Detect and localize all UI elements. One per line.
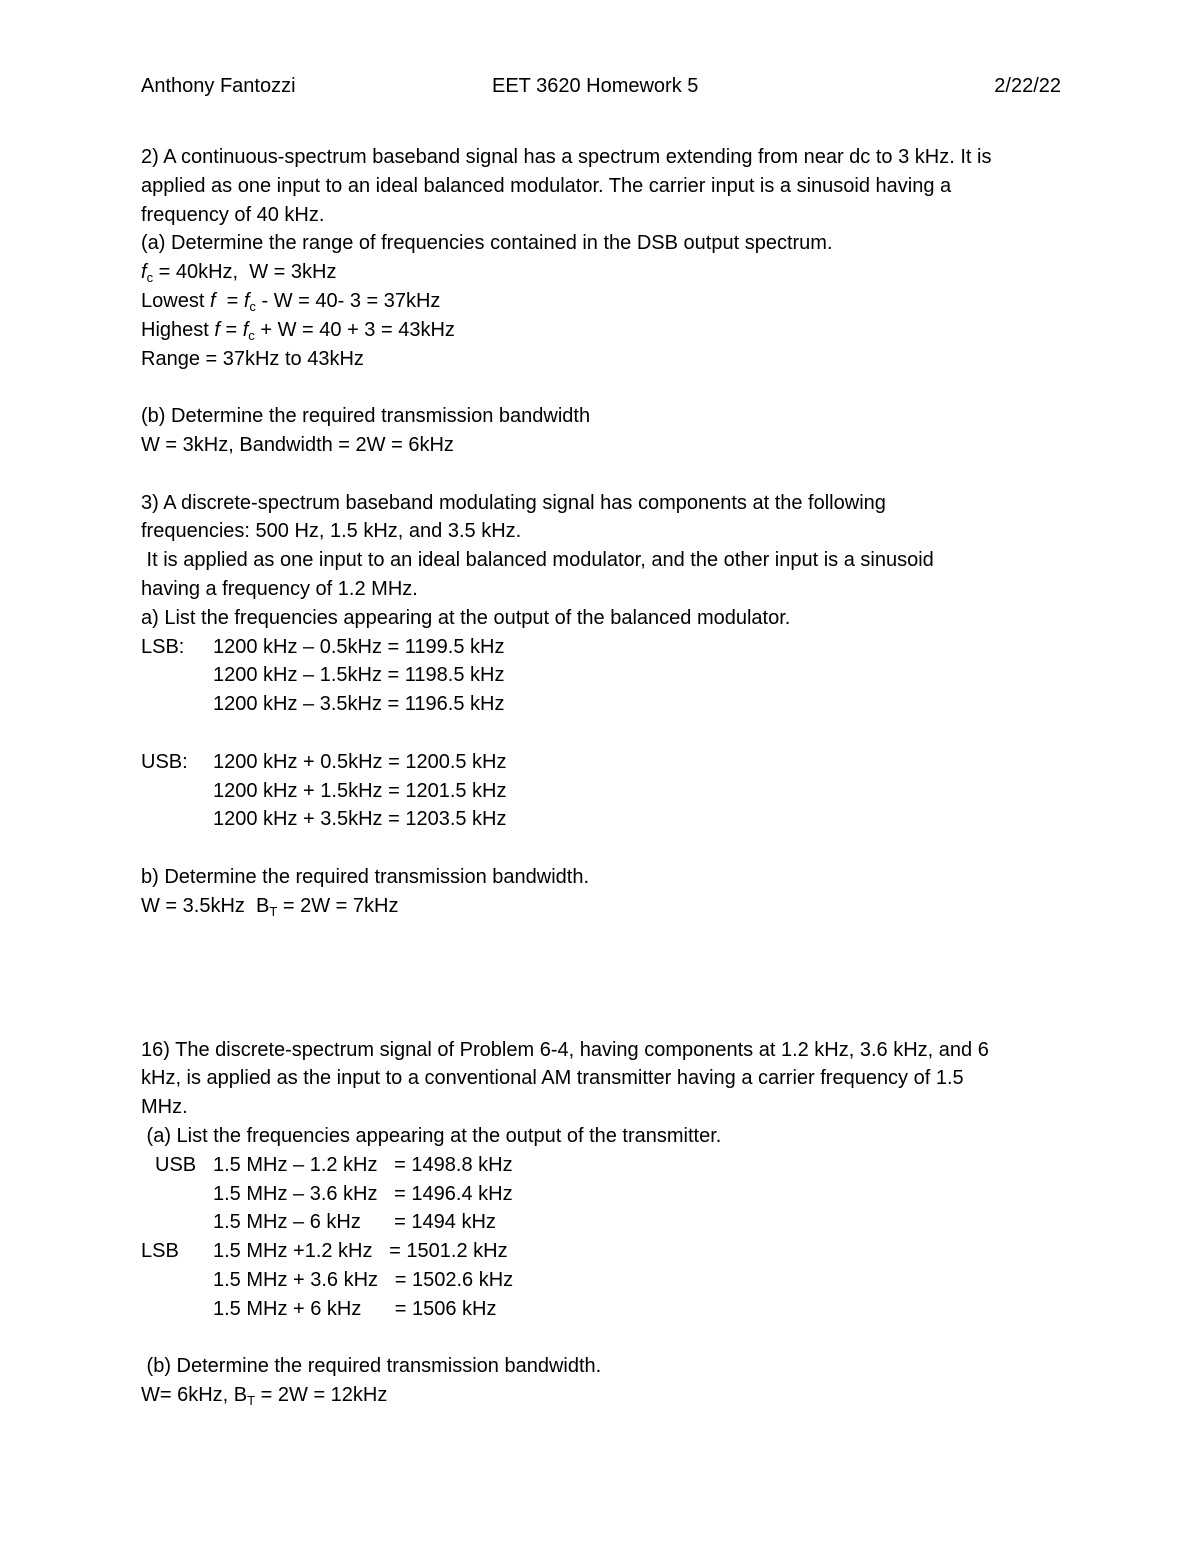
part-a-question: (a) Determine the range of frequencies contained in the DSB output spectrum. xyxy=(141,232,833,255)
part-a-question: a) List the frequencies appearing at the output of the balanced modulator. xyxy=(141,606,791,629)
problem-text: It is applied as one input to an ideal balanced modulator, and the other input is a sinusoid xyxy=(141,549,934,572)
lsb-label: LSB xyxy=(141,1240,179,1263)
given-values: $f_c = 40kHz$, W = 3kHz xyxy=(141,261,337,286)
usb-label: USB: xyxy=(141,750,188,773)
part-b-question: b) Determine the required transmission bandwidth. xyxy=(141,865,589,888)
highest-frequency: Highest $f = f_c + W = 40 + 3 = 43kHz$ xyxy=(141,318,455,343)
part-b-question: (b) Determine the required transmission bandwidth. xyxy=(141,1355,602,1378)
part-b-answer: W = 3.5kHz $B_T = 2W = 7kHz$ xyxy=(141,894,399,919)
lsb-row: LSB: 1200 kHz – 0.5kHz = 1199.5 kHz xyxy=(141,633,1061,662)
problem-text: having a frequency of 1.2 MHz. xyxy=(141,577,418,600)
problem-text: frequency of 40 kHz. xyxy=(141,203,325,226)
lsb-row: 1200 kHz – 3.5kHz = 1196.5 kHz xyxy=(213,693,505,716)
usb-row: 1.5 MHz – 6 kHz = 1494 kHz xyxy=(213,1211,496,1234)
part-b-answer: W = 3kHz, Bandwidth = 2W = 6kHz xyxy=(141,433,454,456)
lsb-row: 1.5 MHz + 6 kHz = 1506 kHz xyxy=(213,1297,497,1320)
usb-row: 1200 kHz + 1.5kHz = 1201.5 kHz xyxy=(213,779,507,802)
lsb-row: 1.5 MHz + 3.6 kHz = 1502.6 kHz xyxy=(213,1268,514,1291)
usb-row: 1.5 MHz – 3.6 kHz = 1496.4 kHz xyxy=(213,1182,513,1205)
lowest-frequency: Lowest $f = f_c - W = 40-$ 3 = 37kHz xyxy=(141,289,441,314)
problem-16 xyxy=(141,1036,1061,1410)
problem-text: 3) A discrete-spectrum baseband modulating signal has components at the following xyxy=(141,491,886,514)
frequency-range: Range = 37kHz to 43kHz xyxy=(141,347,364,370)
problem-text: kHz, is applied as the input to a conventional AM transmitter having a carrier frequency of 1.5 xyxy=(141,1067,964,1090)
document-page xyxy=(141,72,1061,1410)
problem-text: MHz. xyxy=(141,1096,188,1119)
page-header xyxy=(141,72,1061,101)
lsb-label: LSB: xyxy=(141,635,185,658)
problem-text: 16) The discrete-spectrum signal of Problem 6-4, having components at 1.2 kHz, 3.6 kHz, and 6 xyxy=(141,1038,989,1061)
part-a-question: (a) List the frequencies appearing at the output of the transmitter. xyxy=(141,1124,722,1147)
usb-row: USB: 1200 kHz + 0.5kHz = 1200.5 kHz xyxy=(141,748,1061,777)
part-b-question: (b) Determine the required transmission bandwidth xyxy=(141,405,591,428)
part-b-answer: W= 6kHz, $B_T = 2W = 12kHz$ xyxy=(141,1384,388,1409)
usb-label: USB xyxy=(155,1153,197,1176)
problem-2 xyxy=(141,143,1061,460)
lsb-row: LSB 1.5 MHz +1.2 kHz = 1501.2 kHz xyxy=(141,1237,1061,1266)
problem-text: 2) A continuous-spectrum baseband signal has a spectrum extending from near dc to 3 kHz. It is xyxy=(141,146,992,168)
author-name: Anthony Fantozzi xyxy=(141,75,296,97)
problem-text: applied as one input to an ideal balanced modulator. The carrier input is a sinusoid having a xyxy=(141,174,952,197)
document-body xyxy=(141,143,1061,1410)
course-title: EET 3620 Homework 5 xyxy=(492,75,699,97)
header-date: 2/22/22 xyxy=(994,75,1061,97)
usb-row: 1200 kHz + 3.5kHz = 1203.5 kHz xyxy=(213,808,507,831)
problem-text: frequencies: 500 Hz, 1.5 kHz, and 3.5 kHz. xyxy=(141,520,522,543)
problem-3 xyxy=(141,489,1061,921)
usb-row: USB 1.5 MHz – 1.2 kHz = 1498.8 kHz xyxy=(141,1151,1061,1180)
lsb-row: 1200 kHz – 1.5kHz = 1198.5 kHz xyxy=(213,664,505,687)
